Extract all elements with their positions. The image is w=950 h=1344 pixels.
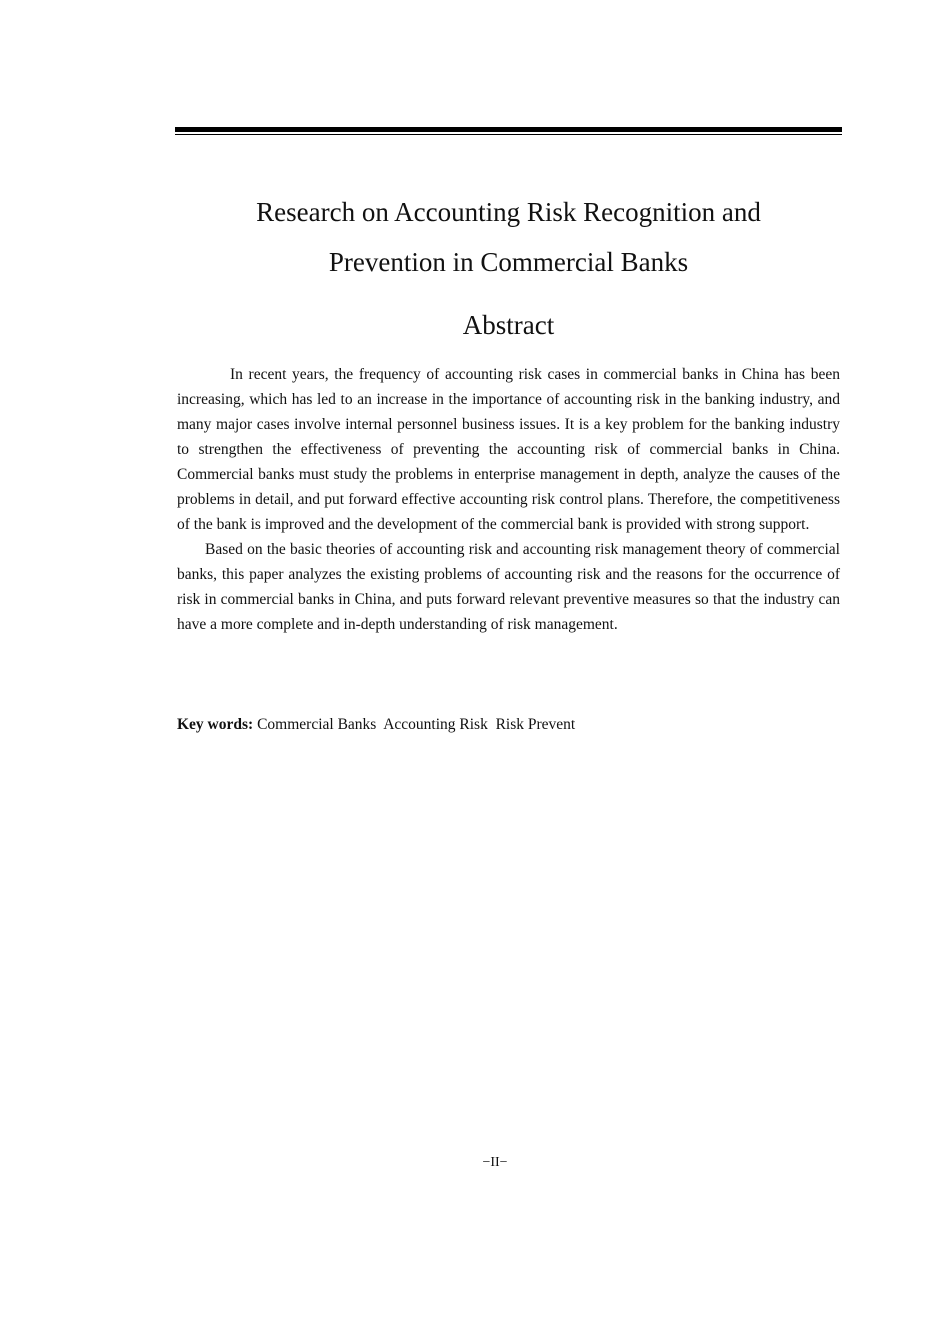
title-line-1: Research on Accounting Risk Recognition and (256, 197, 761, 227)
abstract-paragraph-1: In recent years, the frequency of accounting risk cases in commercial banks in China has been increasing, which has led to an increase in the importance of accounting risk in the banking industry, and many major cases involve internal personnel business issues. It is a key problem for the banking industry to strengthen the effectiveness of preventing the accounting risk of commercial banks in China. Commercial banks must study the problems in enterprise management in depth, analyze the causes of the problems in detail, and put forward effective accounting risk control plans. Therefore, the competitiveness of the bank is improved and the development of the commercial bank is provided with strong support. (177, 366, 840, 533)
abstract-paragraph-2: Based on the basic theories of accounting risk and accounting risk management theory of commercial banks, this paper analyzes the existing problems of accounting risk and the reasons for the occurrence of risk in commercial banks in China, and puts forward relevant preventive measures so that the industry can have a more complete and in-depth understanding of risk management. (177, 541, 840, 633)
document-title (175, 187, 842, 287)
page-number: −II− (482, 1155, 508, 1170)
keywords-line (177, 712, 840, 737)
header-rule-thin (175, 134, 842, 135)
abstract-body (177, 362, 840, 637)
title-line-2: Prevention in Commercial Banks (328, 247, 689, 277)
keywords-value: Commercial Banks Accounting Risk Risk Prevent (253, 716, 576, 733)
header-rule-thick (175, 127, 842, 132)
abstract-heading: Abstract (462, 310, 555, 340)
keywords-label: Key words: (177, 716, 254, 733)
